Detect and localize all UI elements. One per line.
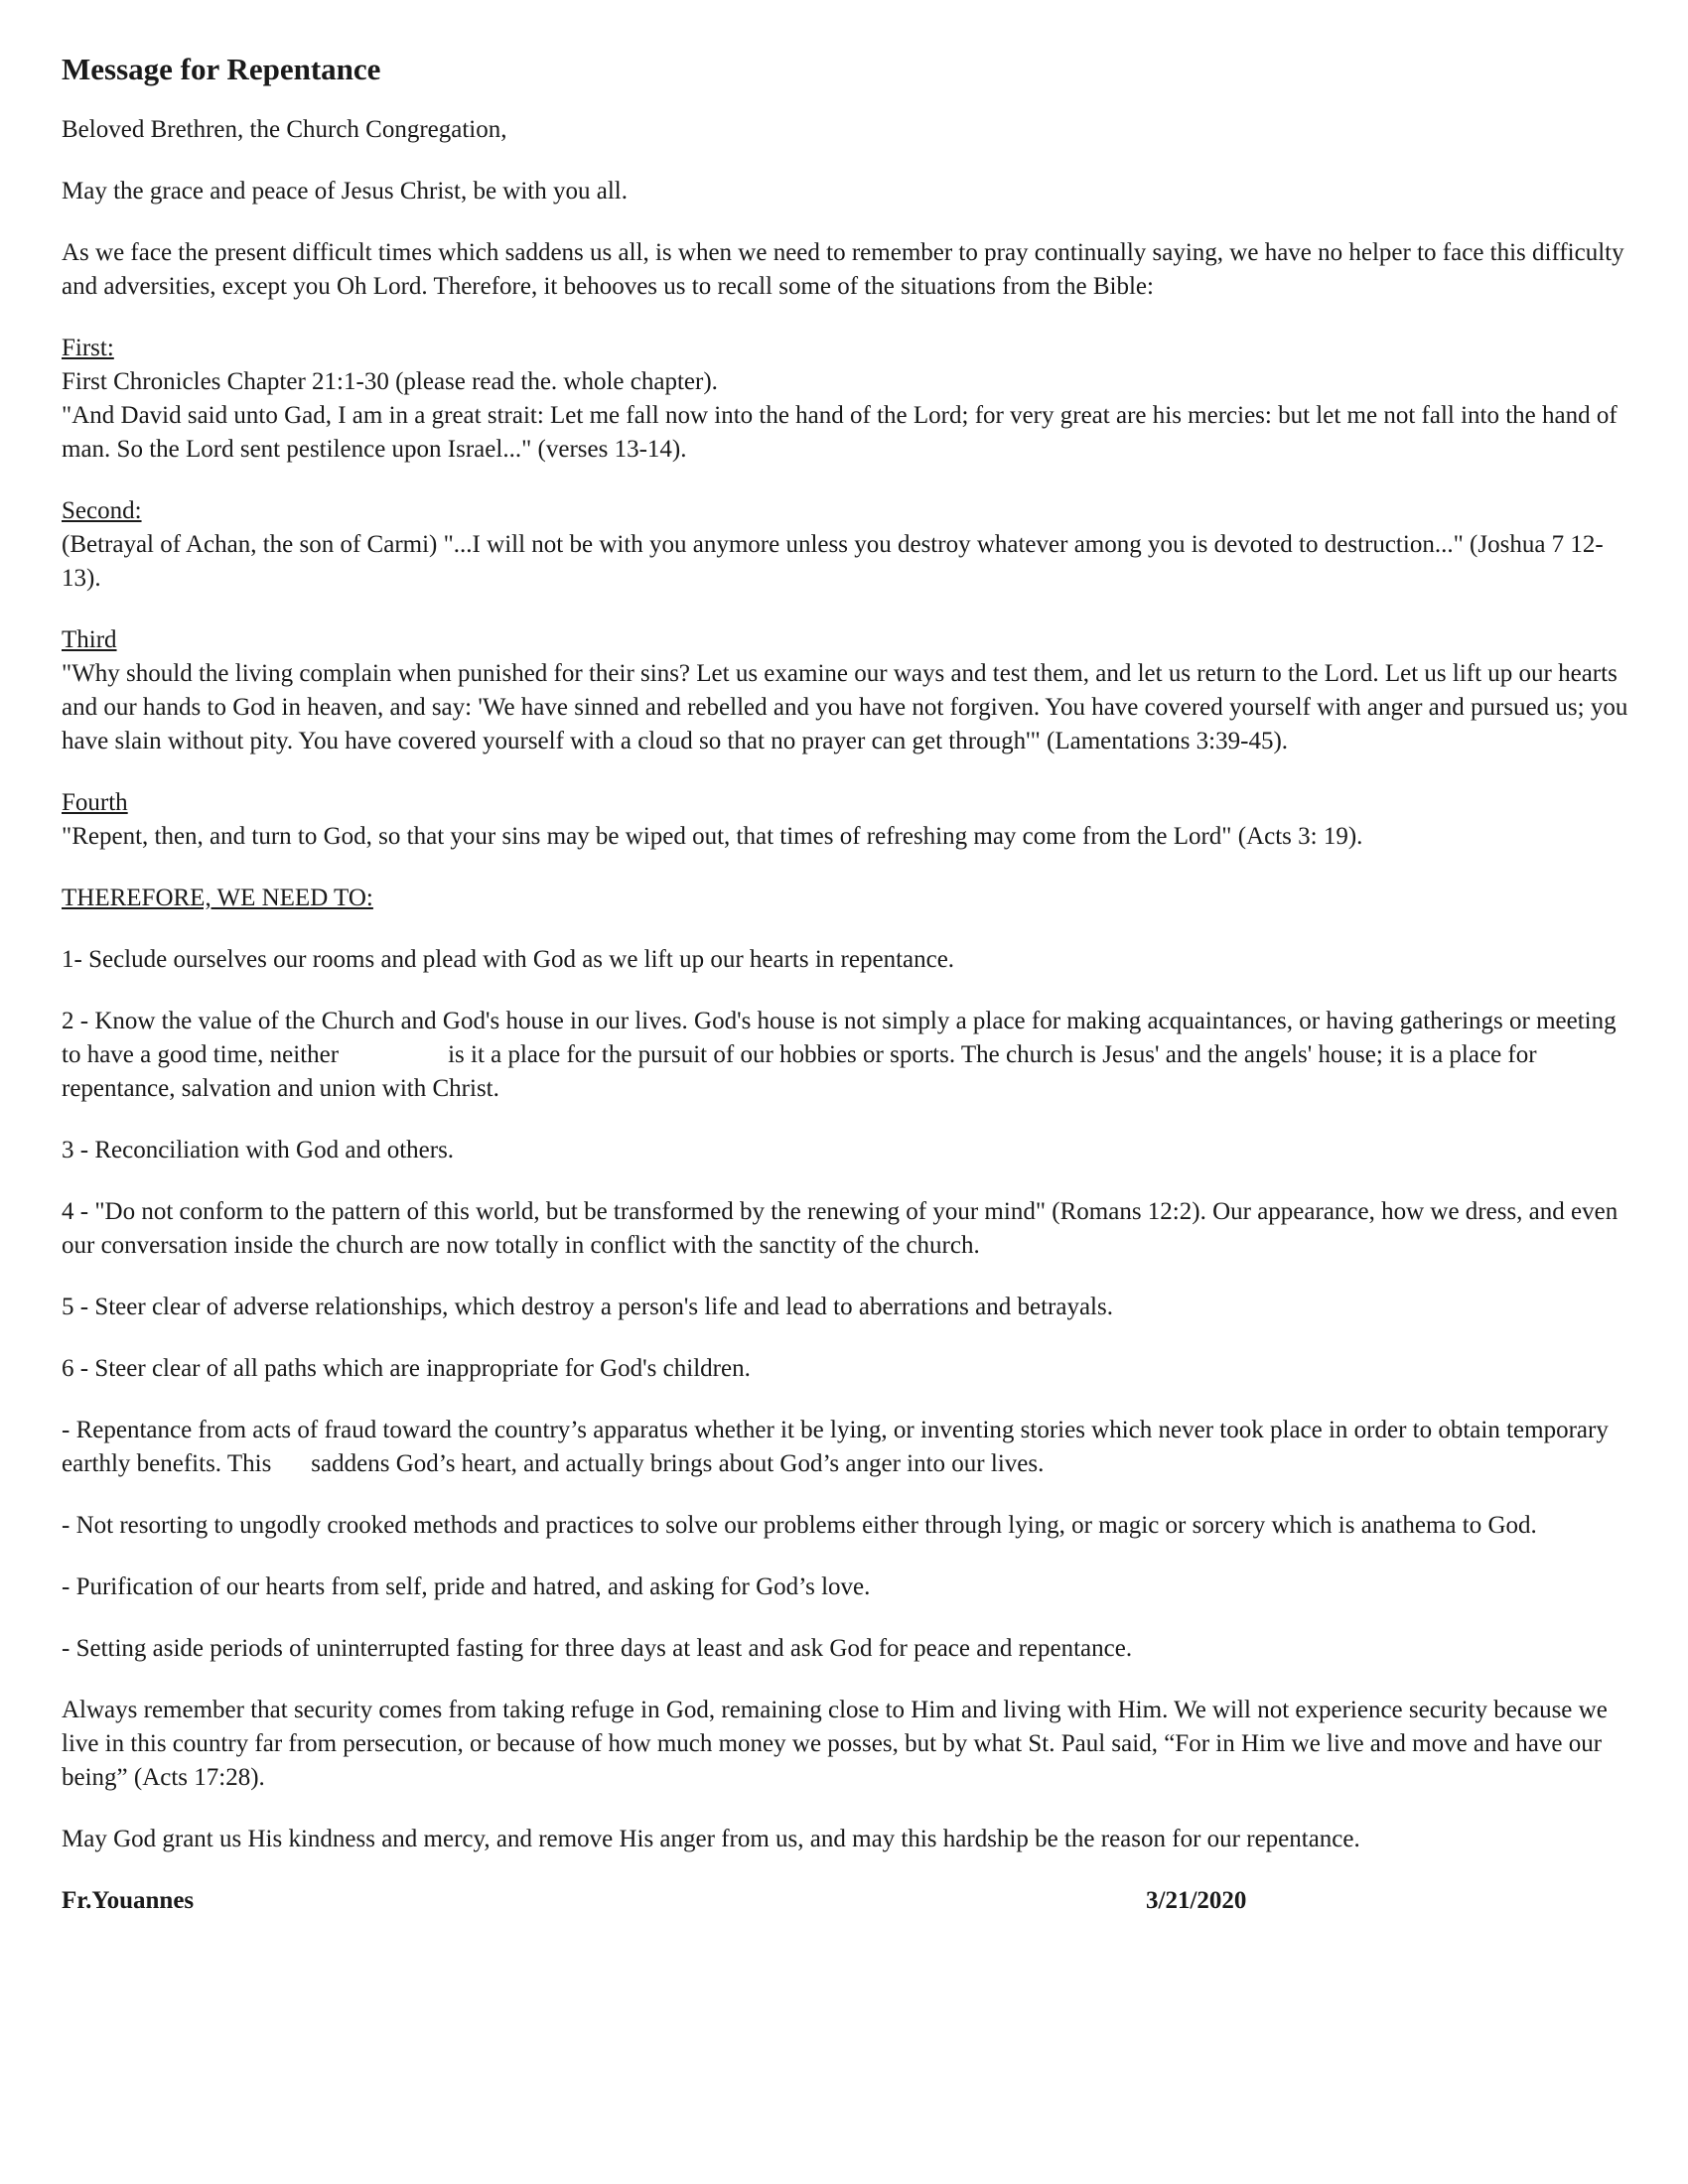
document-title: Message for Repentance — [62, 52, 381, 86]
dash-point-4: - Setting aside periods of uninterrupted fasting for three days at least and ask God for peace and repentance. — [62, 1635, 1133, 1662]
section-fourth — [62, 786, 1630, 854]
dash-point-1 — [62, 1414, 1630, 1481]
salutation: Beloved Brethren, the Church Congregation, — [62, 116, 507, 143]
section-heading: Second: — [62, 497, 142, 524]
section-text: (Betrayal of Achan, the son of Carmi) "...I will not be with you anymore unless you destroy whatever among you is devoted to destruction..." (Joshua 7 12-13). — [62, 531, 1604, 592]
dash-point-1-text-a: - Repentance from acts of fraud toward the country’s apparatus whether it be lying, or inventing stories which never took place in order to obtain temporary earthly benefits. This — [62, 1417, 1609, 1477]
point-3: 3 - Reconciliation with God and others. — [62, 1137, 455, 1163]
point-4: 4 - "Do not conform to the pattern of this world, but be transformed by the renewing of your mind" (Romans 12:2). Our appearance, how we dress, and even our conversation inside the church are now totally in conflict with the sanctity of the church. — [62, 1198, 1618, 1259]
closing-paragraph: Always remember that security comes from taking refuge in God, remaining close to Him and living with Him. We will not experience security because we live in this country far from persecution, or because of how much money we posses, but by what St. Paul said, “For in Him we live and move and have our being” (Acts 17:28). — [62, 1697, 1608, 1791]
section-text: First Chronicles Chapter 21:1-30 (please read the. whole chapter). — [62, 368, 718, 395]
section-second — [62, 494, 1630, 596]
point-2-text-b: is it a place for the pursuit of our hobbies or sports. The church is Jesus' and the angels' house; it is a place for repentance, salvation and union with Christ. — [62, 1041, 1537, 1102]
dash-point-1-text-b: saddens God’s heart, and actually brings about God’s anger into our lives. — [311, 1450, 1045, 1477]
signature: Fr.Youannes — [62, 1887, 195, 1914]
greeting: May the grace and peace of Jesus Christ, be with you all. — [62, 178, 628, 205]
intro-paragraph: As we face the present difficult times which saddens us all, is when we need to remember to pray continually saying, we have no helper to face this difficulty and adversities, except you Oh Lord. Therefore, it behooves us to recall some of the situations from the Bible: — [62, 239, 1624, 300]
section-text: "Repent, then, and turn to God, so that your sins may be wiped out, that times of refreshing may come from the Lord" (Acts 3: 19). — [62, 823, 1363, 850]
section-third — [62, 623, 1630, 758]
therefore-heading: THEREFORE, WE NEED TO: — [62, 885, 373, 911]
section-heading: Third — [62, 626, 117, 653]
point-2 — [62, 1005, 1630, 1106]
section-text: "Why should the living complain when punished for their sins? Let us examine our ways and test them, and let us return to the Lord. Let us lift up our hearts and our hands to God in heaven, and say: 'We have sinned and rebelled and you have not forgiven. You have covered yourself with anger and pursued us; you have slain without pity. You have covered yourself with a cloud so that no prayer can get through'" (Lamentations 3:39-45). — [62, 660, 1628, 754]
point-5: 5 - Steer clear of adverse relationships, which destroy a person's life and lead to aberrations and betrayals. — [62, 1294, 1113, 1320]
document-page — [62, 50, 1630, 1918]
point-2-text-a: 2 - Know the value of the Church and God's house in our lives. God's house is not simply a place for making acquaintances, or having gatherings or meeting to have a good time, neither — [62, 1008, 1617, 1068]
section-heading: First: — [62, 335, 114, 361]
point-6: 6 - Steer clear of all paths which are inappropriate for God's children. — [62, 1355, 751, 1382]
point-1: 1- Seclude ourselves our rooms and plead with God as we lift up our hearts in repentance. — [62, 946, 955, 973]
date: 3/21/2020 — [1146, 1887, 1247, 1914]
dash-point-2: - Not resorting to ungodly crooked methods and practices to solve our problems either through lying, or magic or sorcery which is anathema to God. — [62, 1512, 1537, 1539]
dash-point-3: - Purification of our hearts from self, pride and hatred, and asking for God’s love. — [62, 1573, 871, 1600]
section-heading: Fourth — [62, 789, 128, 816]
signature-line — [62, 1884, 1630, 1918]
section-text: "And David said unto Gad, I am in a great strait: Let me fall now into the hand of the Lord; for very great are his mercies: but let me not fall into the hand of man. So the Lord sent pestilence upon Israel..." (verses 13-14). — [62, 402, 1618, 463]
section-first — [62, 332, 1630, 467]
closing-blessing: May God grant us His kindness and mercy, and remove His anger from us, and may this hardship be the reason for our repentance. — [62, 1826, 1360, 1852]
